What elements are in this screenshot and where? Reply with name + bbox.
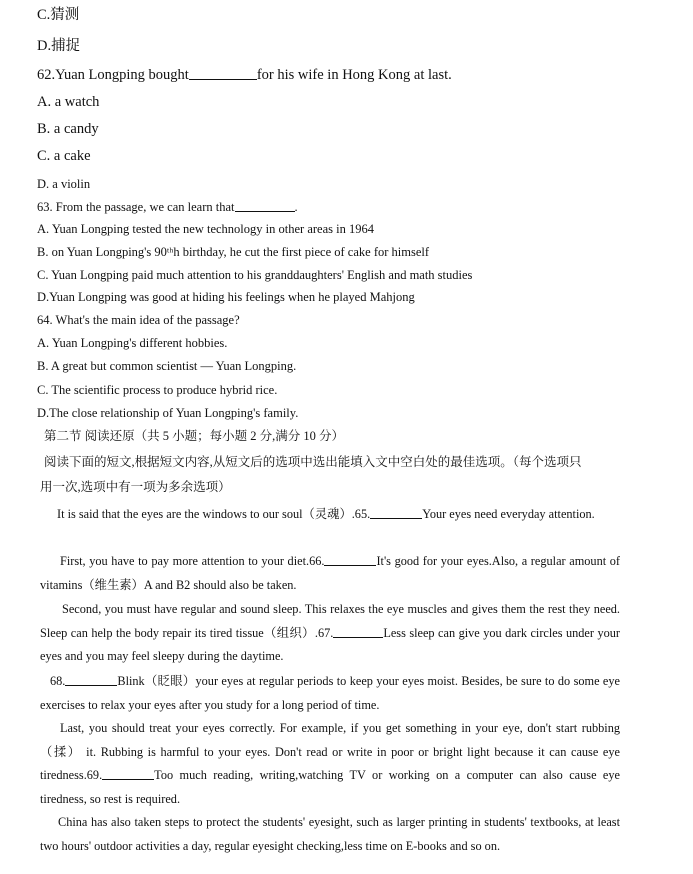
answer-blank-62: [189, 79, 257, 80]
answer-blank-68: [65, 685, 117, 686]
option-61-d: D.捕捉: [37, 38, 81, 54]
paragraph-4-text-end: Blink（眨眼）your eyes at regular periods to keep your eyes moist. Besides, be sure to do some eye exercises to relax your eyes after you study for a long period of time.: [40, 674, 620, 712]
paragraph-5-text-end: Too much reading, writing,watching TV or working on a computer can also cause eye tiredness, so rest is required.: [40, 768, 620, 806]
paragraph-3-text-start: Second, you must have regular and sound sleep. This relaxes the eye muscles and gives them the rest they need. Sleep can help the body repair its tired tissue（组织）.67.: [40, 602, 620, 640]
passage-paragraph-2: [40, 550, 620, 597]
paragraph-4-text-start: 68.: [50, 674, 66, 688]
option-63-b: B. on Yuan Longping's 90ᵗʰh birthday, he cut the first piece of cake for himself: [37, 245, 430, 259]
answer-blank-65: [370, 518, 422, 519]
question-63-stem-start: 63. From the passage, we can learn that: [37, 200, 235, 214]
paragraph-3-text-end: Less sleep can give you dark circles under your eyes and you may feel sleepy during the daytime.: [40, 625, 620, 664]
question-63-stem-end: .: [294, 200, 298, 214]
paragraph-2-text-end: It's good for your eyes.Also, a regular amount of vitamins（维生素）A and B2 should also be taken.: [40, 554, 620, 592]
answer-blank-67: [333, 637, 383, 638]
answer-blank-63: [235, 211, 295, 212]
section-2-instruction-line-2: 用一次,选项中有一项为多余选项）: [40, 480, 231, 494]
paragraph-5-text-start: Last, you should treat your eyes correctly. For example, if you get something in your eye, don't start rubbing（揉） it. Rubbing is harmful to your eyes. Don't read or write in poor or bright light because it can cause eye tiredness.69.: [40, 721, 620, 783]
passage-paragraph-5: [40, 717, 620, 811]
option-63-c: C. Yuan Longping paid much attention to his granddaughters' English and math studies: [37, 268, 473, 282]
option-62-a: A. a watch: [37, 94, 100, 110]
option-63-d: D.Yuan Longping was good at hiding his feelings when he played Mahjong: [37, 290, 415, 304]
passage-paragraph-4: [40, 670, 620, 717]
question-62-stem-end: for his wife in Hong Kong at last.: [256, 67, 452, 83]
answer-blank-66: [324, 565, 376, 566]
option-62-d: D. a violin: [37, 177, 91, 191]
option-64-d: D.The close relationship of Yuan Longping's family.: [37, 406, 299, 420]
paragraph-1-text-start: It is said that the eyes are the windows to our soul（灵魂）.65.: [57, 507, 371, 521]
option-64-a: A. Yuan Longping's different hobbies.: [37, 336, 228, 350]
passage-paragraph-6: China has also taken steps to protect the students' eyesight, such as larger printing in students' textbooks, at least two hours' outdoor activities a day, regular eyesight checking,less time on E-books and so on.: [40, 815, 620, 853]
option-62-b: B. a candy: [37, 121, 99, 137]
option-63-a: A. Yuan Longping tested the new technology in other areas in 1964: [37, 222, 374, 236]
option-61-c: C.猜测: [37, 7, 80, 23]
question-63-stem: [37, 201, 298, 214]
question-64-stem: 64. What's the main idea of the passage?: [37, 313, 240, 327]
paragraph-1-text-end: Your eyes need everyday attention.: [422, 507, 595, 521]
option-62-c: C. a cake: [37, 148, 91, 164]
option-64-b: B. A great but common scientist — Yuan Longping.: [37, 359, 297, 373]
question-62-stem-start: 62.Yuan Longping bought: [37, 67, 189, 83]
paragraph-2-text-start: First, you have to pay more attention to your diet.66.: [60, 554, 325, 568]
answer-blank-69: [102, 779, 154, 780]
passage-paragraph-1: [40, 503, 620, 527]
option-64-c: C. The scientific process to produce hybrid rice.: [37, 383, 278, 397]
section-2-instruction-line-1: 阅读下面的短文,根据短文内容,从短文后的选项中选出能填入文中空白处的最佳选项。（每个选项只: [44, 455, 582, 469]
passage-paragraph-3: [40, 598, 620, 669]
section-2-heading: 第二节 阅读还原（共 5 小题；每小题 2 分,满分 10 分）: [44, 429, 345, 443]
question-62-stem: [37, 68, 452, 83]
